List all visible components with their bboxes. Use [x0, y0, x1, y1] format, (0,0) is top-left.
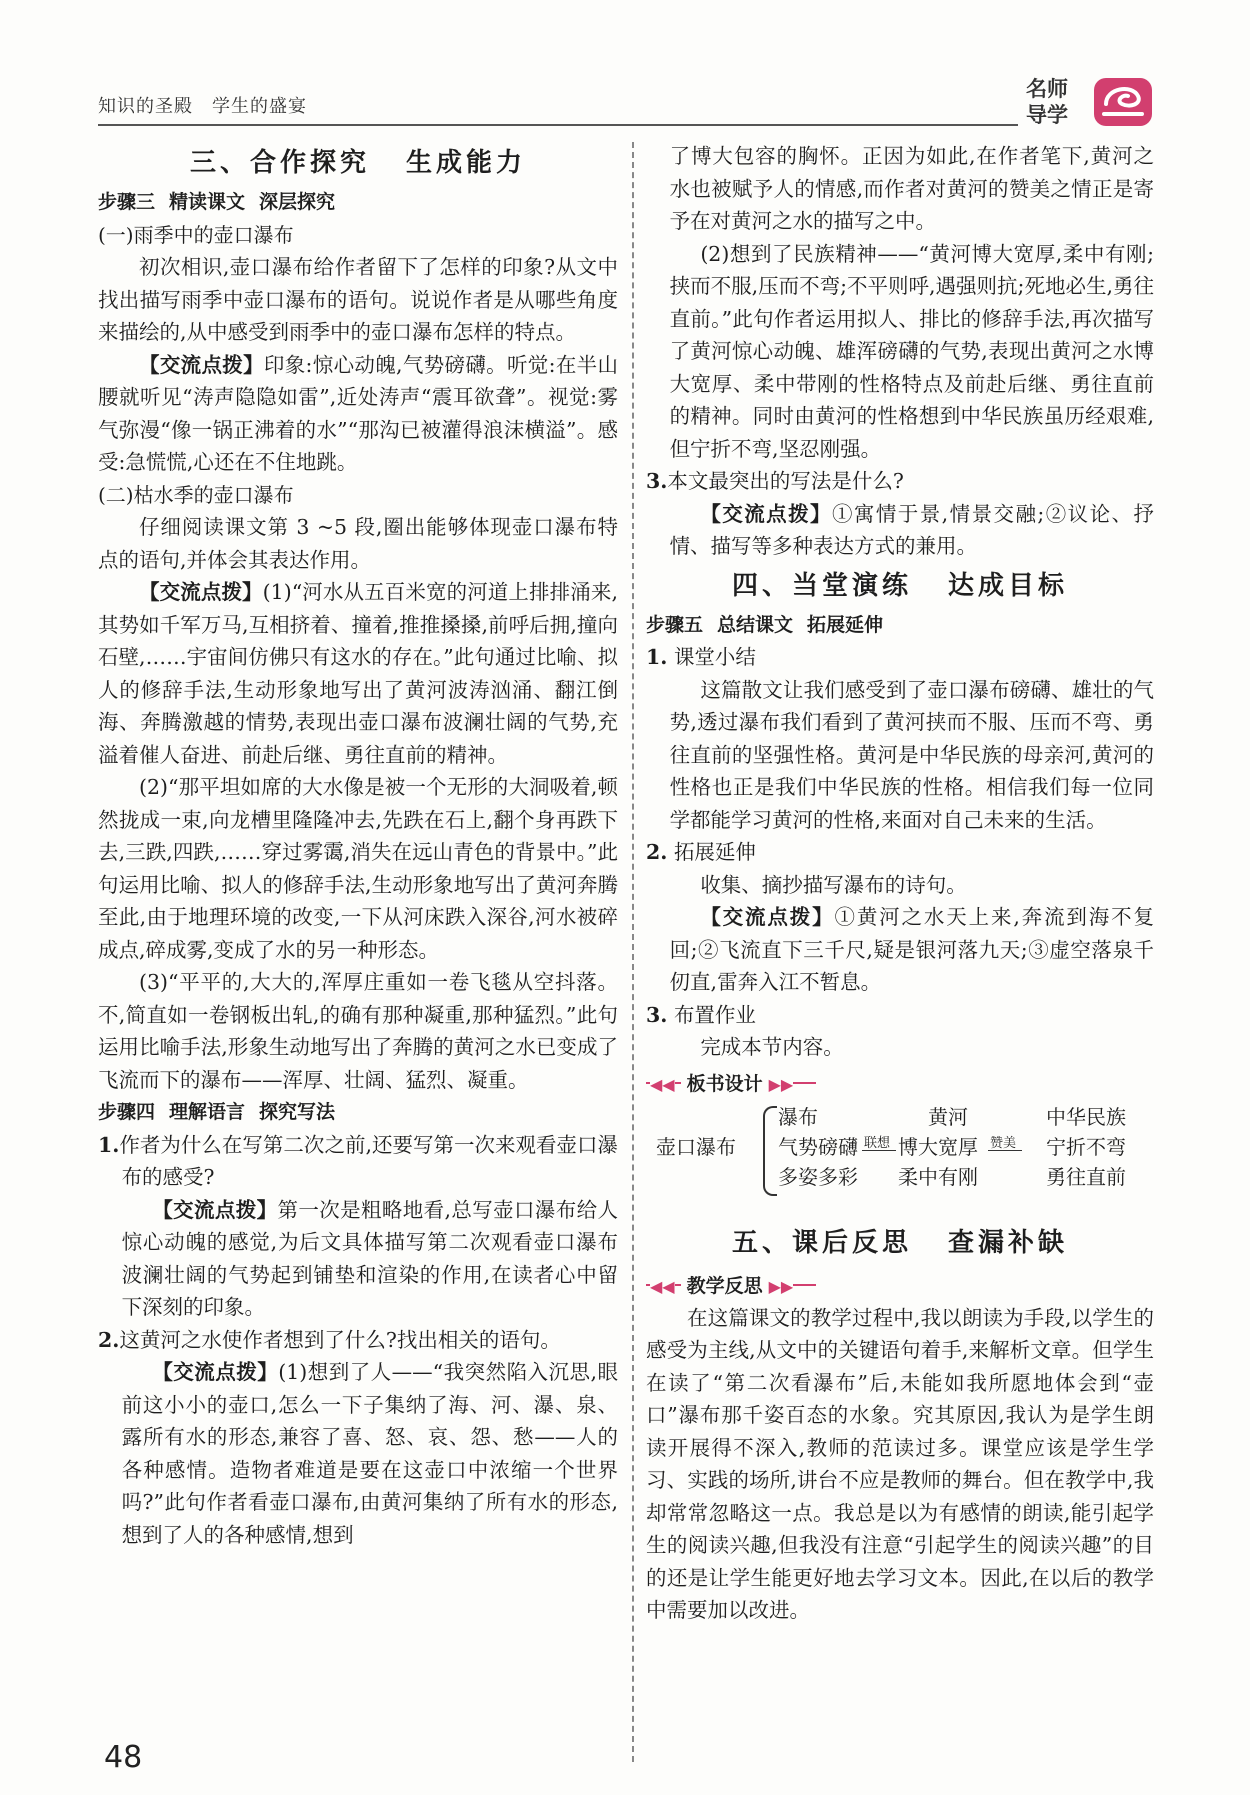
- question-dry: 仔细阅读课文第 3 ~5 段,圈出能够体现壶口瀑布特点的语句,并体会其表达作用。: [98, 515, 618, 572]
- extension-heading: 2. 拓展延伸: [646, 840, 756, 864]
- logo-text-line2: 导学: [1026, 103, 1068, 127]
- page-number: 48: [104, 1740, 143, 1775]
- board-c2-1: 博大宽厚: [898, 1134, 978, 1159]
- right-column: [646, 140, 1154, 1627]
- page-header: [98, 77, 1158, 134]
- ribbon-right-arrow-icon: ▶▶: [768, 1074, 794, 1094]
- answer-rainy: 【交流点拨】印象:惊心动魄,气势磅礴。听觉:在半山腰就听见“涛声隐隐如雷”,近处涛声“震耳欲聋”。视觉:雾气弥漫“像一锅正沸着的水”“那沟已被灌得浪沫横溢”。感受:急慌慌,心还在不住地跳。: [98, 352, 618, 474]
- section-5-title: 五、课后反思 查漏补缺: [731, 1227, 1069, 1258]
- step-3-heading: 步骤三 精读课文 深层探究: [98, 191, 336, 213]
- reflection-text: 在这篇课文的教学过程中,我以朗读为手段,以学生的感受为主线,从文中的关键语句着手,来解析文章。但学生在读了“第二次看瀑布”后,未能如我所愿地体会到“壶口”瀑布那千姿百态的水象。究其原因,我认为是学生朗读开展得不深入,教师的范读过多。课堂应该是学生学习、实践的场所,讲台不应是教师的舞台。但在教学中,我却常常忽略这一点。我总是以为有感情的朗读,能引起学生的阅读兴趣,但我没有注意“引起学生的阅读兴趣”的目的还是让学生能更好地去学习文本。因此,在以后的教学中需要加以改进。: [646, 1305, 1154, 1622]
- board-c3-1: 宁折不弯: [1046, 1134, 1126, 1159]
- board-link-1: 联想: [864, 1135, 891, 1151]
- answer-2-continued: 了博大包容的胸怀。正因为如此,在作者笔下,黄河之水也被赋予人的情感,而作者对黄河的赞美之情正是寄予在对黄河之水的描写之中。: [669, 144, 1154, 233]
- ribbon-left-arrow-icon: ◀◀: [650, 1074, 675, 1094]
- board-c1-2: 多姿多彩: [778, 1164, 858, 1189]
- homework-text: 完成本节内容。: [700, 1035, 844, 1059]
- answer-3: 【交流点拨】①寓情于景,情景交融;②议论、抒情、描写等多种表达方式的兼用。: [669, 501, 1154, 558]
- board-brace: [763, 1106, 777, 1196]
- question-1: 1.作者为什么在写第二次之前,还要写第一次来观看壶口瀑布的感受?: [98, 1132, 618, 1189]
- board-root: 壶口瀑布: [656, 1134, 736, 1159]
- reflection-label: ◀◀ 教学反思 ▶▶: [646, 1272, 797, 1298]
- question-2: 2.这黄河之水使作者想到了什么?找出相关的语句。: [98, 1327, 561, 1352]
- board-c2-0: 黄河: [928, 1104, 968, 1129]
- subheading-dry-season: (二)枯水季的壶口瀑布: [98, 482, 294, 507]
- answer-2-part-2: (2)想到了民族精神——“黄河博大宽厚,柔中有刚;挟而不服,压而不弯;不平则呼,遇强则抗;死地必生,勇往直前。”此句作者运用拟人、排比的修辞手法,再次描写了黄河惊心动魄、雄浑磅礴的气势,表现出黄河之水博大宽厚、柔中带刚的性格特点及前赴后继、勇往直前的精神。同时由黄河的性格想到中华民族虽历经艰难,但宁折不弯,坚忍刚强。: [669, 241, 1154, 461]
- answer-dry-3: (3)“平平的,大大的,浑厚庄重如一卷飞毯从空抖落。不,简直如一卷钢板出轧,的确有那种凝重,那种猛烈。”此句运用比喻手法,形象生动地写出了奔腾的黄河之水已变成了飞流而下的瀑布——浑厚、壮阔、猛烈、凝重。: [98, 970, 618, 1092]
- step-5-heading: 步骤五 总结课文 拓展延伸: [646, 613, 884, 636]
- extension-answer: 【交流点拨】①黄河之水天上来,奔流到海不复回;②飞流直下三千尺,疑是银河落九天;③虚空落泉千仞直,雷奔入江不暂息。: [669, 905, 1155, 994]
- board-c1-0: 瀑布: [778, 1104, 818, 1129]
- board-c3-0: 中华民族: [1046, 1104, 1126, 1129]
- answer-1: 【交流点拨】第一次是粗略地看,总写壶口瀑布给人惊心动魄的感觉,为后文具体描写第二次观看壶口瀑布波澜壮阔的气势起到铺垫和渲染的作用,在读者心中留下深刻的印象。: [121, 1197, 619, 1319]
- summary-text: 这篇散文让我们感受到了壶口瀑布磅礴、雄壮的气势,透过瀑布我们看到了黄河挟而不服、压而不弯、勇往直前的坚强性格。黄河是中华民族的母亲河,黄河的性格也正是我们中华民族的性格。相信我们每一位同学都能学习黄河的性格,来面对自己未来的生活。: [669, 677, 1154, 832]
- answer-dry-1: 【交流点拨】(1)“河水从五百米宽的河道上排排涌来,其势如千军万马,互相挤着、撞着,推推搡搡,前呼后拥,撞向石壁,……宇宙间仿佛只有这水的存在。”此句通过比喻、拟人的修辞手法,生动形象地写出了黄河波涛汹涌、翻江倒海、奔腾激越的情势,表现出壶口瀑布波澜壮阔的气势,充溢着催人奋进、前赴后继、勇往直前的精神。: [98, 580, 618, 767]
- answer-2: 【交流点拨】(1)想到了人——“我突然陷入沉思,眼前这小小的壶口,怎么一下子集纳了海、河、瀑、泉、露所有水的形态,兼容了喜、怒、哀、怨、愁——人的各种感情。造物者难道是要在这壶口中浓缩一个世界吗?”此句作者看壶口瀑布,由黄河集纳了所有水的形态,想到了人的各种感情,想到: [121, 1360, 619, 1547]
- extension-text: 收集、摘抄描写瀑布的诗句。: [700, 872, 967, 897]
- subheading-rainy-season: (一)雨季中的壶口瀑布: [98, 222, 294, 247]
- board-design-label: ◀◀ 板书设计 ▶▶: [646, 1070, 797, 1096]
- board-c2-2: 柔中有刚: [898, 1164, 978, 1189]
- header-slogan: 知识的圣殿 学生的盛宴: [98, 96, 307, 117]
- board-arrow-2: [988, 1150, 1022, 1151]
- board-arrow-1: [862, 1150, 896, 1151]
- header-rule: [98, 124, 1018, 126]
- question-3: 3.本文最突出的写法是什么?: [646, 469, 904, 493]
- answer-dry-2: (2)“那平坦如席的大水像是被一个无形的大洞吸着,顿然拢成一束,向龙槽里隆隆冲去,先跌在石上,翻个身再跌下去,三跌,四跌,……穿过雾霭,消失在远山青色的背景中。”此句运用比喻、拟人的修辞手法,生动形象地写出了黄河奔腾至此,由于地理环境的改变,一下从河床跌入深谷,河水被碎成点,碎成雾,变成了水的另一种形态。: [98, 775, 618, 962]
- board-design-diagram: [646, 1102, 1154, 1214]
- step-4-heading: 步骤四 理解语言 探究写法: [98, 1101, 336, 1123]
- section-3-title: 三、合作探究 生成能力: [189, 148, 527, 178]
- summary-heading: 1. 课堂小结: [646, 645, 756, 669]
- logo-mark-icon: [1092, 74, 1156, 130]
- section-4-title: 四、当堂演练 达成目标: [731, 570, 1069, 601]
- logo-text-line1: 名师: [1026, 77, 1068, 101]
- board-link-2: 赞美: [990, 1135, 1017, 1151]
- question-rainy: 初次相识,壶口瀑布给作者留下了怎样的印象?从文中找出描写雨季中壶口瀑布的语句。说说作者是从哪些角度来描绘的,从中感受到雨季中的壶口瀑布怎样的特点。: [98, 255, 618, 344]
- board-c3-2: 勇往直前: [1046, 1164, 1126, 1189]
- brand-logo: [1026, 74, 1164, 134]
- homework-heading: 3. 布置作业: [646, 1002, 756, 1027]
- board-c1-1: 气势磅礴: [778, 1134, 858, 1159]
- left-column: [98, 140, 618, 1551]
- ribbon-right-arrow-icon: ▶▶: [768, 1276, 794, 1296]
- column-divider: [632, 142, 634, 1762]
- ribbon-left-arrow-icon: ◀◀: [650, 1276, 675, 1296]
